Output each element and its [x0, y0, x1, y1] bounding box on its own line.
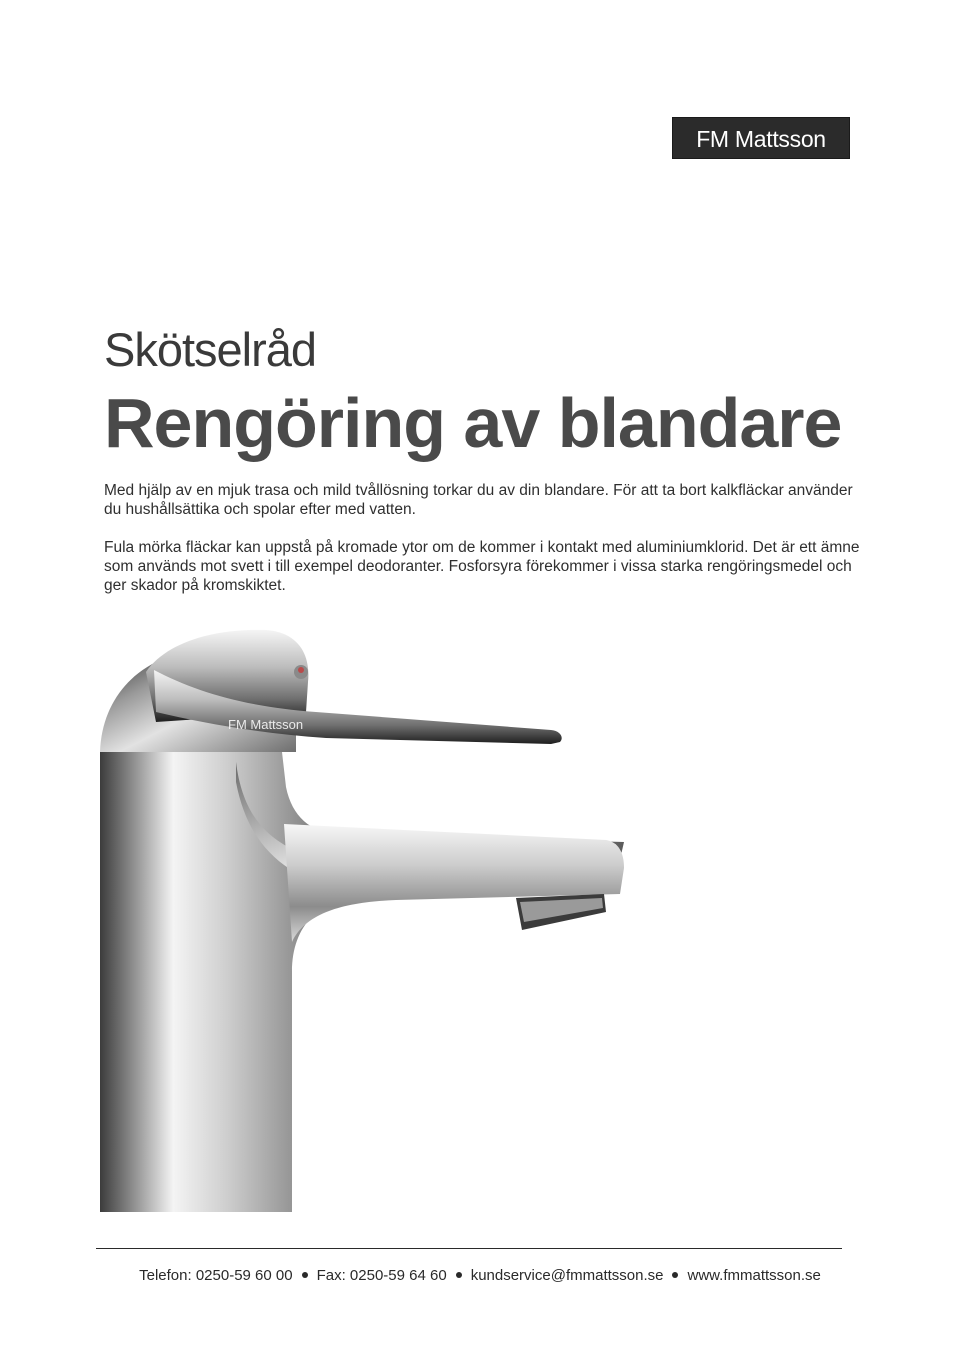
brand-logo: FM Mattsson — [672, 117, 850, 159]
footer-email[interactable]: kundservice@fmmattsson.se — [470, 1267, 664, 1284]
page-subtitle: Skötselråd — [104, 323, 317, 376]
bullet-icon — [456, 1272, 462, 1278]
bullet-icon — [302, 1272, 308, 1278]
footer-contact — [0, 1267, 960, 1284]
bullet-icon — [672, 1272, 678, 1278]
paragraph-cleaning: Med hjälp av en mjuk trasa och mild tvållösning torkar du av din blandare. För att ta bort kalkfläckar använder du hushållsättika och spolar efter med vatten. — [104, 482, 853, 518]
page-title: Rengöring av blandare — [104, 384, 842, 462]
paragraph-stains: Fula mörka fläckar kan uppstå på kromade ytor om de kommer i kontakt med aluminiumklorid. Det är ett ämne som används mot svett i till exempel deodoranter. Fosforsyra förekommer i vissa starka rengöringsmedel och ger skador på kromskiktet. — [104, 539, 860, 594]
chrome-faucet-image — [96, 612, 636, 1212]
footer-divider — [96, 1248, 842, 1249]
footer-website[interactable]: www.fmmattsson.se — [687, 1267, 821, 1284]
footer-fax: Fax: 0250-59 64 60 — [316, 1267, 447, 1284]
footer-phone: Telefon: 0250-59 60 00 — [139, 1267, 293, 1284]
faucet-engraving: FM Mattsson — [228, 717, 304, 732]
